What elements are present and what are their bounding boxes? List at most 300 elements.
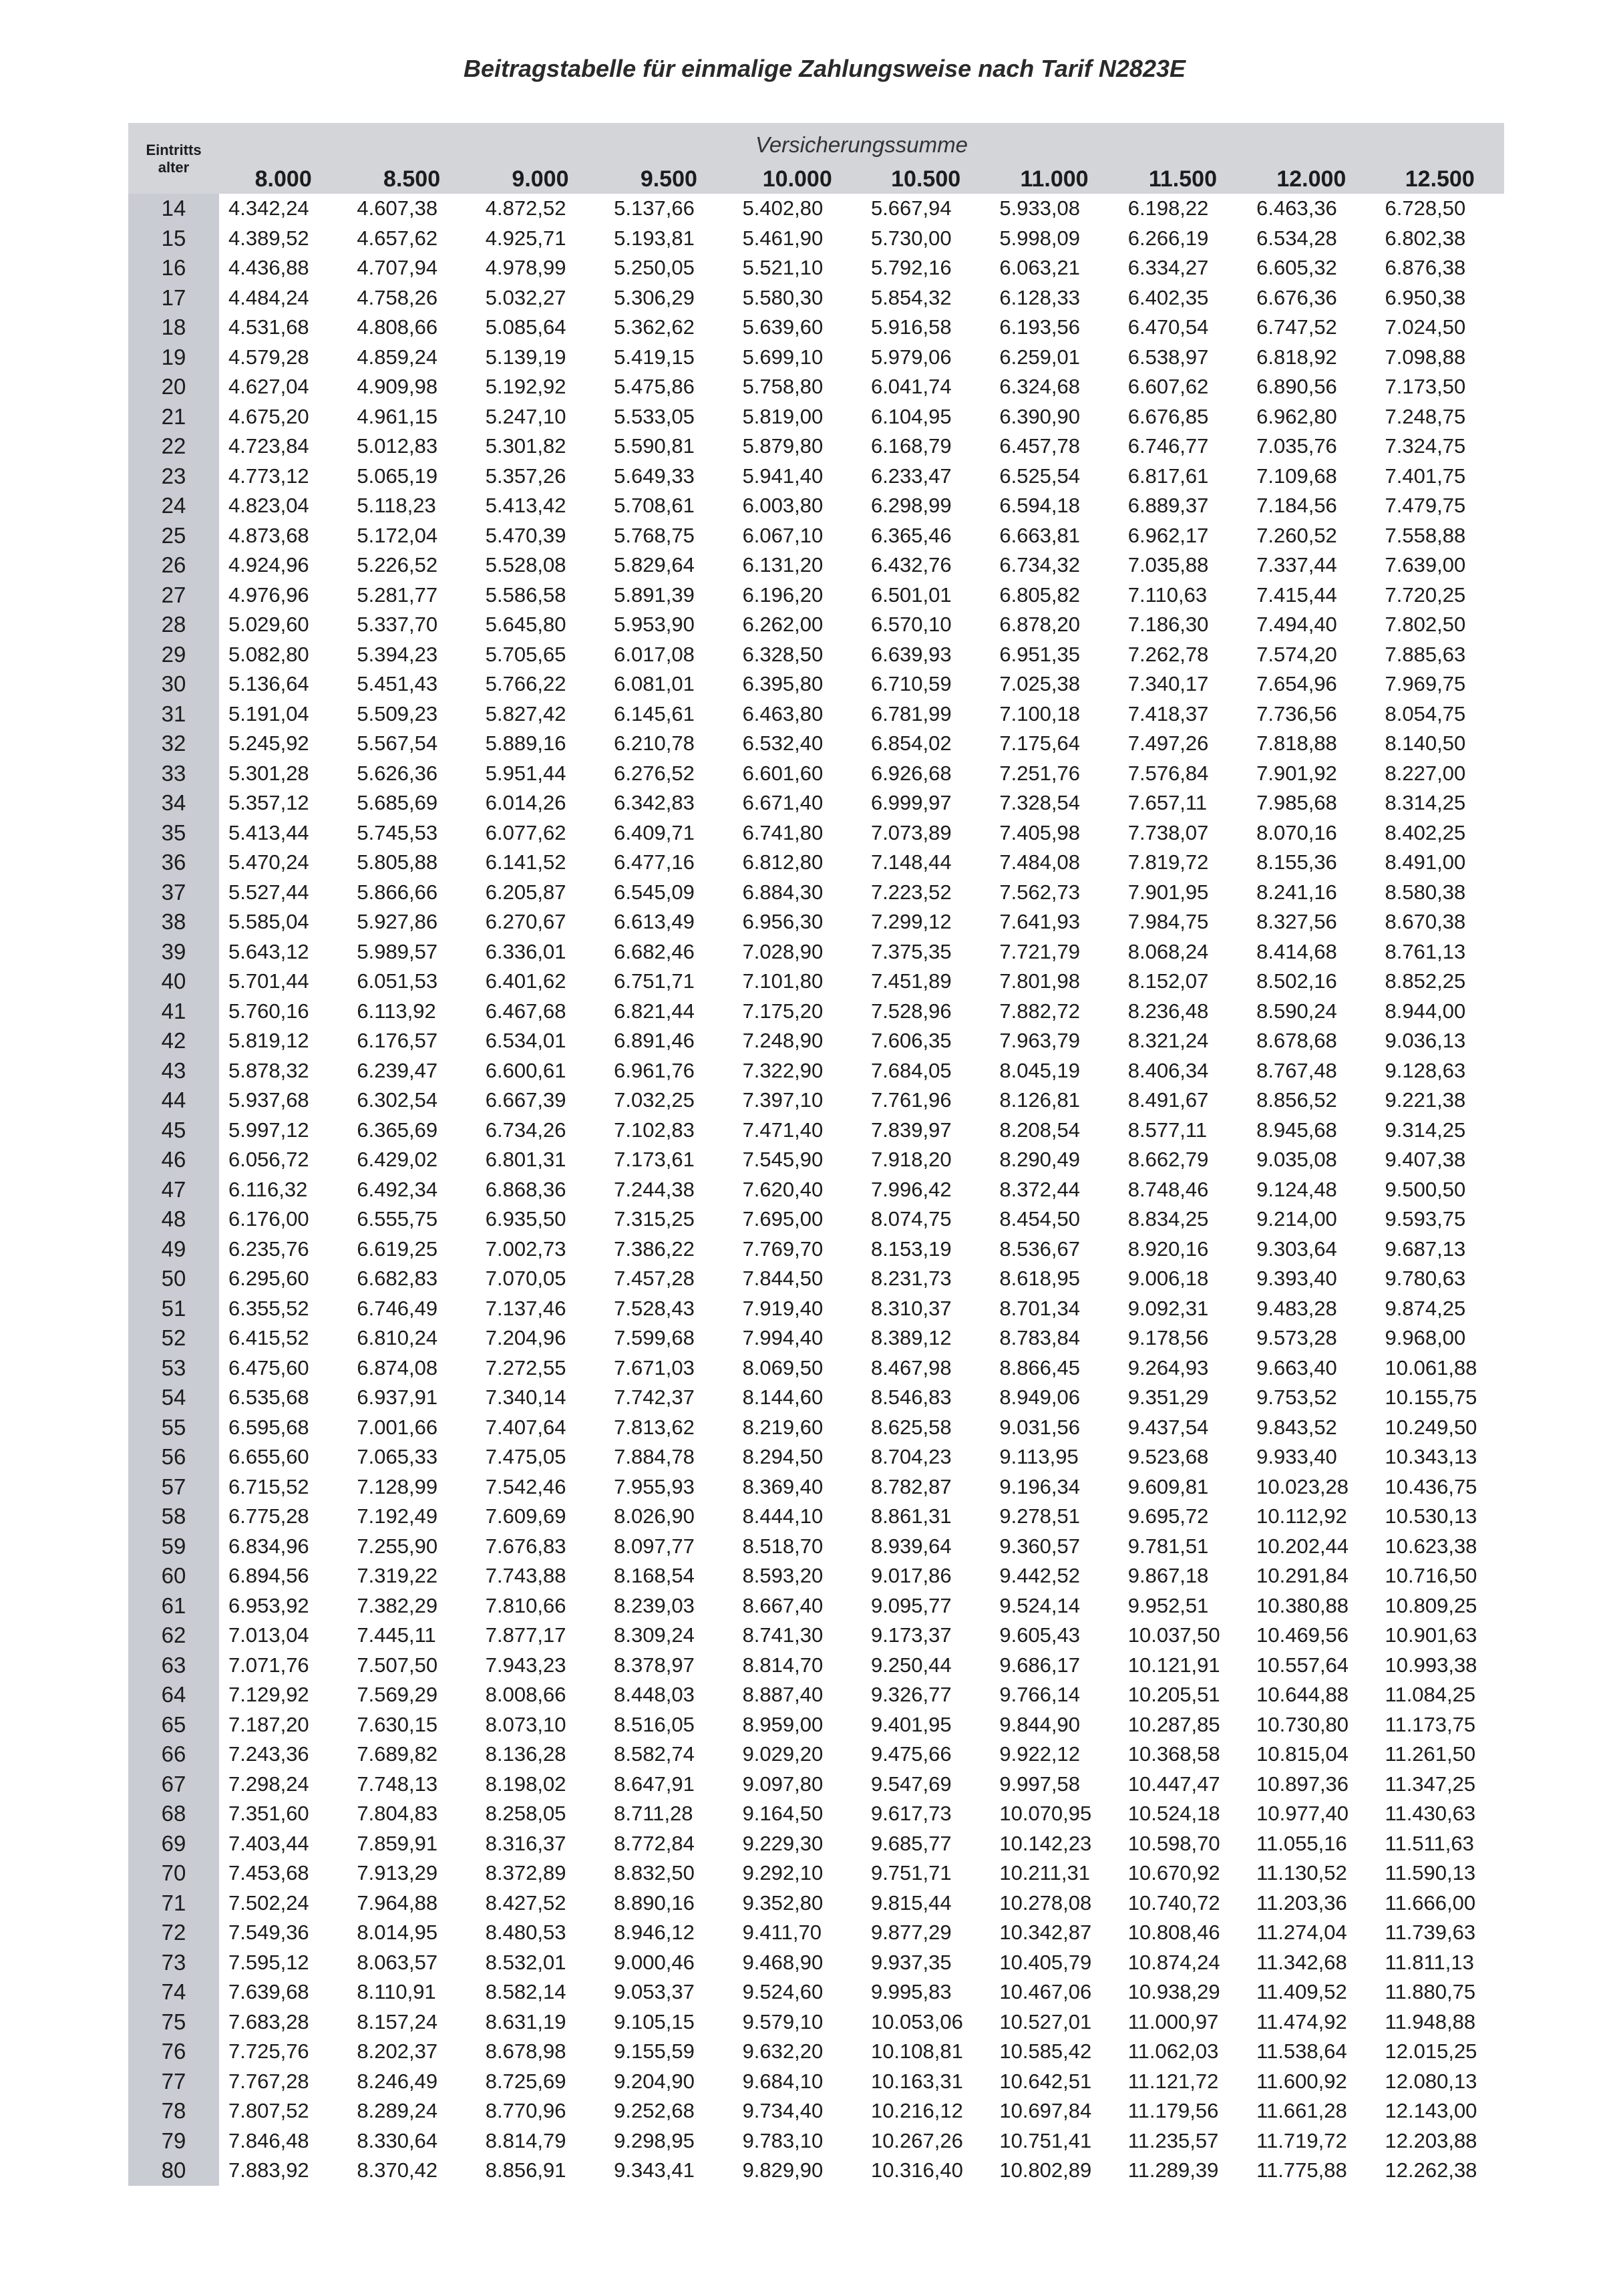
premium-cell: 7.255,90: [357, 1534, 438, 1558]
premium-cell: 6.600,61: [485, 1058, 566, 1082]
premium-cell: 7.102,83: [614, 1118, 695, 1142]
premium-cell: 6.501,01: [870, 583, 952, 607]
premium-cell: 7.804,83: [357, 1802, 438, 1826]
premium-cell: 8.491,67: [1127, 1088, 1209, 1112]
premium-cell: 8.219,60: [742, 1415, 824, 1439]
premium-cell: 7.639,68: [228, 1980, 309, 2004]
entry-age-cell: 47: [128, 1175, 219, 1205]
entry-age-cell: 48: [128, 1204, 219, 1235]
premium-cell: 5.645,80: [485, 613, 566, 637]
premium-cell: 8.063,57: [357, 1950, 438, 1974]
premium-cell: 6.409,71: [614, 820, 695, 844]
premium-cell: 8.662,79: [1127, 1148, 1209, 1172]
premium-cell: 7.100,18: [999, 701, 1081, 725]
premium-cell: 6.395,80: [742, 672, 824, 696]
premium-cell: 9.995,83: [870, 1980, 952, 2004]
premium-cell: 6.595,68: [228, 1415, 309, 1439]
table-row: [128, 2007, 1504, 2037]
premium-cell: 5.357,26: [485, 464, 566, 488]
premium-cell: 10.037,50: [1127, 1623, 1220, 1647]
premium-cell: 6.639,93: [870, 642, 952, 666]
premium-cell: 10.053,06: [870, 2009, 963, 2033]
premium-cell: 8.618,95: [999, 1267, 1081, 1291]
premium-cell: 12.143,00: [1385, 2099, 1477, 2123]
premium-cell: 7.322,90: [742, 1058, 824, 1082]
premium-cell: 7.382,29: [357, 1593, 438, 1617]
premium-cell: 7.502,24: [228, 1891, 309, 1915]
table-row: [128, 1918, 1504, 1948]
entry-age-cell: 46: [128, 1145, 219, 1175]
premium-cell: 9.766,14: [999, 1683, 1081, 1707]
premium-cell: 8.861,31: [870, 1504, 952, 1528]
premium-cell: 6.336,01: [485, 939, 566, 963]
premium-cell: 11.775,88: [1256, 2158, 1347, 2182]
premium-cell: 6.874,08: [357, 1355, 438, 1379]
premium-cell: 8.168,54: [614, 1564, 695, 1588]
premium-cell: 7.885,63: [1385, 642, 1466, 666]
premium-cell: 8.073,10: [485, 1712, 566, 1736]
premium-cell: 9.000,46: [614, 1950, 695, 1974]
premium-cell: 9.326,77: [870, 1683, 952, 1707]
premium-cell: 8.014,95: [357, 1921, 438, 1945]
premium-cell: 7.569,29: [357, 1683, 438, 1707]
premium-cell: 7.671,03: [614, 1355, 695, 1379]
premium-cell: 7.877,17: [485, 1623, 566, 1647]
premium-cell: 5.585,04: [228, 910, 309, 934]
premium-cell: 4.675,20: [228, 404, 309, 428]
premium-cell: 7.109,68: [1256, 464, 1337, 488]
premium-cell: 9.573,28: [1256, 1326, 1337, 1350]
premium-cell: 8.448,03: [614, 1683, 695, 1707]
premium-cell: 5.933,08: [999, 196, 1081, 220]
premium-cell: 6.176,57: [357, 1029, 438, 1053]
premium-cell: 5.521,10: [742, 256, 824, 280]
premium-cell: 8.074,75: [870, 1207, 952, 1231]
premium-cell: 7.738,07: [1127, 820, 1209, 844]
premium-cell: 6.051,53: [357, 969, 438, 993]
premium-cell: 6.401,62: [485, 969, 566, 993]
premium-cell: 4.579,28: [228, 345, 309, 369]
premium-cell: 8.782,87: [870, 1474, 952, 1498]
premium-cell: 5.085,64: [485, 315, 566, 339]
table-row: [128, 1710, 1504, 1740]
premium-cell: 7.994,40: [742, 1326, 824, 1350]
premium-cell: 9.617,73: [870, 1802, 952, 1826]
sum-column-header: 10.000: [733, 159, 862, 194]
premium-cell: 6.415,52: [228, 1326, 309, 1350]
premium-cell: 6.951,35: [999, 642, 1081, 666]
premium-cell: 6.890,56: [1256, 375, 1337, 399]
premium-cell: 6.324,68: [999, 375, 1081, 399]
premium-cell: 8.480,53: [485, 1921, 566, 1945]
premium-cell: 4.978,99: [485, 256, 566, 280]
entry-age-cell: 72: [128, 1918, 219, 1948]
premium-cell: 7.098,88: [1385, 345, 1466, 369]
premium-cell: 5.792,16: [870, 256, 952, 280]
table-row: [128, 997, 1504, 1027]
premium-cell: 6.805,82: [999, 583, 1081, 607]
premium-cell: 8.126,81: [999, 1088, 1081, 1112]
premium-cell: 10.938,29: [1127, 1980, 1220, 2004]
premium-cell: 9.780,63: [1385, 1267, 1466, 1291]
table-row: [128, 1442, 1504, 1472]
premium-cell: 7.192,49: [357, 1504, 438, 1528]
premium-cell: 5.533,05: [614, 404, 695, 428]
premium-cell: 6.619,25: [357, 1237, 438, 1261]
table-row: [128, 1948, 1504, 1978]
premium-cell: 7.609,69: [485, 1504, 566, 1528]
premium-cell: 5.758,80: [742, 375, 824, 399]
premium-cell: 8.152,07: [1127, 969, 1209, 993]
premium-cell: 5.082,80: [228, 642, 309, 666]
entry-age-cell: 62: [128, 1621, 219, 1651]
table-row: [128, 2096, 1504, 2126]
premium-cell: 4.484,24: [228, 285, 309, 309]
premium-cell: 7.859,91: [357, 1831, 438, 1855]
premium-cell: 5.889,16: [485, 731, 566, 756]
entry-age-cell: 61: [128, 1591, 219, 1621]
premium-cell: 7.351,60: [228, 1802, 309, 1826]
premium-cell: 11.274,04: [1256, 1921, 1347, 1945]
premium-cell: 6.810,24: [357, 1326, 438, 1350]
entry-age-cell: 51: [128, 1294, 219, 1324]
premium-cell: 5.413,44: [228, 820, 309, 844]
premium-cell: 10.716,50: [1385, 1564, 1477, 1588]
premium-cell: 6.854,02: [870, 731, 952, 756]
premium-cell: 6.342,83: [614, 791, 695, 815]
table-row: [128, 1889, 1504, 1919]
table-row: [128, 1116, 1504, 1146]
premium-cell: 5.705,65: [485, 642, 566, 666]
premium-cell: 8.140,50: [1385, 731, 1466, 756]
premium-cell: 9.844,90: [999, 1712, 1081, 1736]
premium-cell: 7.767,28: [228, 2069, 309, 2093]
entry-age-cell: 44: [128, 1086, 219, 1116]
entry-age-cell: 64: [128, 1680, 219, 1710]
premium-cell: 6.613,49: [614, 910, 695, 934]
premium-cell: 9.178,56: [1127, 1326, 1209, 1350]
premium-cell: 9.298,95: [614, 2128, 695, 2152]
premium-cell: 5.250,05: [614, 256, 695, 280]
premium-cell: 6.131,20: [742, 553, 824, 577]
sum-insured-group-label: Versicherungssumme: [219, 123, 1504, 159]
premium-cell: 5.337,70: [357, 613, 438, 637]
premium-cell: 9.113,95: [999, 1445, 1079, 1469]
entry-age-cell: 26: [128, 550, 219, 581]
table-row: [128, 1353, 1504, 1383]
premium-cell: 8.198,02: [485, 1772, 566, 1796]
premium-cell: 5.193,81: [614, 226, 695, 250]
premium-cell: 10.467,06: [999, 1980, 1092, 2004]
premium-cell: 9.663,40: [1256, 1355, 1337, 1379]
premium-cell: 5.879,80: [742, 434, 824, 458]
premium-cell: 8.045,19: [999, 1058, 1081, 1082]
table-row: [128, 313, 1504, 343]
premium-cell: 10.901,63: [1385, 1623, 1477, 1647]
premium-cell: 6.682,83: [357, 1267, 438, 1291]
premium-cell: 5.301,28: [228, 761, 309, 785]
premium-cell: 8.767,48: [1256, 1058, 1337, 1082]
premium-cell: 6.894,56: [228, 1564, 309, 1588]
premium-cell: 9.105,15: [614, 2009, 695, 2033]
premium-cell: 5.699,10: [742, 345, 824, 369]
premium-cell: 10.815,04: [1256, 1742, 1349, 1766]
premium-cell: 8.580,38: [1385, 880, 1466, 904]
entry-age-cell: 57: [128, 1472, 219, 1502]
premium-cell: 6.041,74: [870, 375, 952, 399]
entry-age-cell: 15: [128, 224, 219, 254]
premium-cell: 5.819,12: [228, 1029, 309, 1053]
premium-cell: 5.951,44: [485, 761, 566, 785]
premium-cell: 8.402,25: [1385, 820, 1466, 844]
premium-cell: 10.343,13: [1385, 1445, 1477, 1469]
premium-cell: 7.035,88: [1127, 553, 1209, 577]
premium-cell: 6.003,80: [742, 494, 824, 518]
premium-cell: 7.549,36: [228, 1921, 309, 1945]
table-row: [128, 550, 1504, 581]
premium-cell: 9.753,52: [1256, 1385, 1337, 1410]
premium-cell: 7.148,44: [870, 850, 952, 874]
premium-cell: 7.071,76: [228, 1653, 309, 1677]
premium-cell: 6.663,81: [999, 523, 1081, 547]
premium-cell: 6.116,32: [228, 1177, 308, 1201]
premium-cell: 7.386,22: [614, 1237, 695, 1261]
premium-cell: 7.736,56: [1256, 701, 1337, 725]
premium-cell: 7.337,44: [1256, 553, 1337, 577]
premium-cell: 8.136,28: [485, 1742, 566, 1766]
premium-cell: 10.121,91: [1127, 1653, 1220, 1677]
premium-cell: 4.773,12: [228, 464, 309, 488]
premium-cell: 8.241,16: [1256, 880, 1337, 904]
premium-cell: 9.579,10: [742, 2009, 824, 2033]
premium-cell: 6.535,68: [228, 1385, 309, 1410]
premium-cell: 5.191,04: [228, 701, 309, 725]
premium-cell: 10.316,40: [870, 2158, 963, 2182]
premium-cell: 4.924,96: [228, 553, 309, 577]
premium-cell: 5.854,32: [870, 285, 952, 309]
premium-cell: 9.874,25: [1385, 1296, 1466, 1320]
premium-cell: 7.844,50: [742, 1267, 824, 1291]
premium-cell: 5.580,30: [742, 285, 824, 309]
entry-age-cell: 71: [128, 1889, 219, 1919]
premium-cell: 6.534,01: [485, 1029, 566, 1053]
premium-cell: 6.334,27: [1127, 256, 1209, 280]
premium-cell: 8.144,60: [742, 1385, 824, 1410]
premium-cell: 5.927,86: [357, 910, 438, 934]
premium-cell: 11.289,39: [1127, 2158, 1219, 2182]
premium-cell: 7.315,25: [614, 1207, 695, 1231]
premium-cell: 9.442,52: [999, 1564, 1081, 1588]
table-row: [128, 253, 1504, 283]
premium-cell: 9.214,00: [1256, 1207, 1337, 1231]
premium-cell: 9.867,18: [1127, 1564, 1209, 1588]
premium-cell: 6.365,69: [357, 1118, 438, 1142]
premium-cell: 8.330,64: [357, 2128, 438, 2152]
premium-cell: 5.937,68: [228, 1088, 309, 1112]
premium-cell: 6.538,97: [1127, 345, 1209, 369]
premium-cell: 9.937,35: [870, 1950, 952, 1974]
premium-cell: 7.528,43: [614, 1296, 695, 1320]
premium-cell: 10.061,88: [1385, 1355, 1477, 1379]
premium-cell: 5.137,66: [614, 196, 695, 220]
premium-cell: 8.582,74: [614, 1742, 695, 1766]
premium-cell: 6.475,60: [228, 1355, 309, 1379]
premium-cell: 5.362,62: [614, 315, 695, 339]
premium-cell: 7.035,76: [1256, 434, 1337, 458]
premium-cell: 8.593,20: [742, 1564, 824, 1588]
premium-cell: 7.720,25: [1385, 583, 1466, 607]
premium-cell: 8.678,98: [485, 2039, 566, 2064]
premium-cell: 7.415,44: [1256, 583, 1337, 607]
entry-age-cell: 39: [128, 937, 219, 967]
premium-cell: 6.477,16: [614, 850, 695, 874]
premium-cell: 7.562,73: [999, 880, 1081, 904]
premium-cell: 11.880,75: [1385, 1980, 1476, 2004]
premium-cell: 6.741,80: [742, 820, 824, 844]
premium-cell: 8.582,14: [485, 1980, 566, 2004]
premium-cell: 6.655,60: [228, 1445, 309, 1469]
premium-cell: 6.570,10: [870, 613, 952, 637]
premium-cell: 6.671,40: [742, 791, 824, 815]
premium-cell: 7.328,54: [999, 791, 1081, 815]
premium-cell: 7.641,93: [999, 910, 1081, 934]
premium-cell: 6.470,54: [1127, 315, 1209, 339]
premium-cell: 7.984,75: [1127, 910, 1209, 934]
premium-cell: 7.884,78: [614, 1445, 695, 1469]
premium-cell: 4.657,62: [357, 226, 438, 250]
entry-age-cell: 75: [128, 2007, 219, 2037]
premium-cell: 5.509,23: [357, 701, 438, 725]
entry-age-cell: 49: [128, 1235, 219, 1265]
premium-cell: 8.772,84: [614, 1831, 695, 1855]
premium-cell: 6.276,52: [614, 761, 695, 785]
entry-age-cell: 37: [128, 878, 219, 908]
premium-cell: 5.118,23: [357, 494, 436, 518]
premium-cell: 5.667,94: [870, 196, 952, 220]
premium-cell: 11.062,03: [1127, 2039, 1219, 2064]
entry-age-cell: 19: [128, 343, 219, 373]
premium-cell: 6.014,26: [485, 791, 566, 815]
premium-cell: 10.142,23: [999, 1831, 1092, 1855]
premium-cell: 6.746,77: [1127, 434, 1209, 458]
premium-cell: 7.810,66: [485, 1593, 566, 1617]
premium-cell: 7.475,05: [485, 1445, 566, 1469]
premium-cell: 6.728,50: [1385, 196, 1466, 220]
table-row: [128, 1026, 1504, 1056]
table-row: [128, 372, 1504, 402]
premium-cell: 5.590,81: [614, 434, 695, 458]
entry-age-cell: 36: [128, 848, 219, 878]
premium-cell: 8.516,05: [614, 1712, 695, 1736]
table-row: [128, 1799, 1504, 1829]
table-row: [128, 2126, 1504, 2156]
premium-cell: 4.607,38: [357, 196, 438, 220]
table-row: [128, 194, 1504, 224]
premium-cell: 11.511,63: [1385, 1831, 1474, 1855]
premium-cell: 7.985,68: [1256, 791, 1337, 815]
table-row: [128, 967, 1504, 997]
premium-cell: 6.953,92: [228, 1593, 309, 1617]
premium-cell: 4.758,26: [357, 285, 438, 309]
premium-cell: 7.748,13: [357, 1772, 438, 1796]
entry-age-cell: 42: [128, 1026, 219, 1056]
table-row: [128, 1591, 1504, 1621]
premium-cell: 9.343,41: [614, 2158, 695, 2182]
premium-cell: 9.997,58: [999, 1772, 1081, 1796]
premium-cell: 8.321,24: [1127, 1029, 1209, 1053]
premium-cell: 5.475,86: [614, 375, 695, 399]
premium-cell: 7.001,66: [357, 1415, 438, 1439]
premium-cell: 7.507,50: [357, 1653, 438, 1677]
premium-cell: 8.678,68: [1256, 1029, 1337, 1053]
premium-cell: 6.210,78: [614, 731, 695, 756]
premium-cell: 10.670,92: [1127, 1861, 1220, 1885]
premium-cell: 11.430,63: [1385, 1802, 1476, 1826]
premium-cell: 7.807,52: [228, 2099, 309, 2123]
premium-cell: 5.989,57: [357, 939, 438, 963]
premium-cell: 6.017,08: [614, 642, 695, 666]
premium-cell: 6.781,99: [870, 701, 952, 725]
premium-cell: 8.157,24: [357, 2009, 438, 2033]
premium-cell: 6.821,44: [614, 999, 695, 1023]
premium-cell: 7.955,93: [614, 1474, 695, 1498]
table-row: [128, 2067, 1504, 2097]
premium-cell: 9.475,66: [870, 1742, 952, 1766]
premium-cell: 7.657,11: [1127, 791, 1208, 815]
entry-age-label-top: Eintritts: [128, 123, 219, 159]
premium-cell: 5.419,15: [614, 345, 695, 369]
premium-cell: 6.534,28: [1256, 226, 1337, 250]
premium-cell: 5.708,61: [614, 494, 695, 518]
premium-cell: 11.739,63: [1385, 1921, 1476, 1945]
premium-cell: 6.262,00: [742, 613, 824, 637]
premium-cell: 5.760,16: [228, 999, 309, 1023]
entry-age-cell: 58: [128, 1502, 219, 1532]
sum-column-header: 10.500: [862, 159, 990, 194]
premium-cell: 9.252,68: [614, 2099, 695, 2123]
premium-cell: 7.761,96: [870, 1088, 952, 1112]
premium-cell: 8.946,12: [614, 1921, 695, 1945]
premium-cell: 9.829,90: [742, 2158, 824, 2182]
premium-cell: 8.670,38: [1385, 910, 1466, 934]
premium-cell: 8.309,24: [614, 1623, 695, 1647]
premium-cell: 8.070,16: [1256, 820, 1337, 844]
premium-cell: 6.801,31: [485, 1148, 566, 1172]
premium-cell: 9.411,70: [742, 1921, 822, 1945]
premium-cell: 9.524,60: [742, 1980, 824, 2004]
premium-cell: 12.015,25: [1385, 2039, 1477, 2064]
premium-cell: 9.781,51: [1127, 1534, 1209, 1558]
premium-cell: 11.000,97: [1127, 2009, 1219, 2033]
premium-cell: 10.291,84: [1256, 1564, 1349, 1588]
premium-cell: 7.943,23: [485, 1653, 566, 1677]
premium-cell: 10.644,88: [1256, 1683, 1349, 1707]
table-row: [128, 1235, 1504, 1265]
premium-cell: 6.962,17: [1127, 523, 1209, 547]
premium-cell: 7.403,44: [228, 1831, 309, 1855]
premium-cell: 5.766,22: [485, 672, 566, 696]
premium-cell: 9.303,64: [1256, 1237, 1337, 1261]
premium-cell: 7.918,20: [870, 1148, 952, 1172]
table-row: [128, 1977, 1504, 2007]
premium-cell: 10.993,38: [1385, 1653, 1477, 1677]
premium-cell: 9.547,69: [870, 1772, 952, 1796]
premium-cell: 11.235,57: [1127, 2128, 1219, 2152]
premium-cell: 8.944,00: [1385, 999, 1466, 1023]
premium-cell: 11.811,13: [1385, 1950, 1474, 1974]
premium-cell: 6.328,50: [742, 642, 824, 666]
table-row: [128, 1264, 1504, 1294]
